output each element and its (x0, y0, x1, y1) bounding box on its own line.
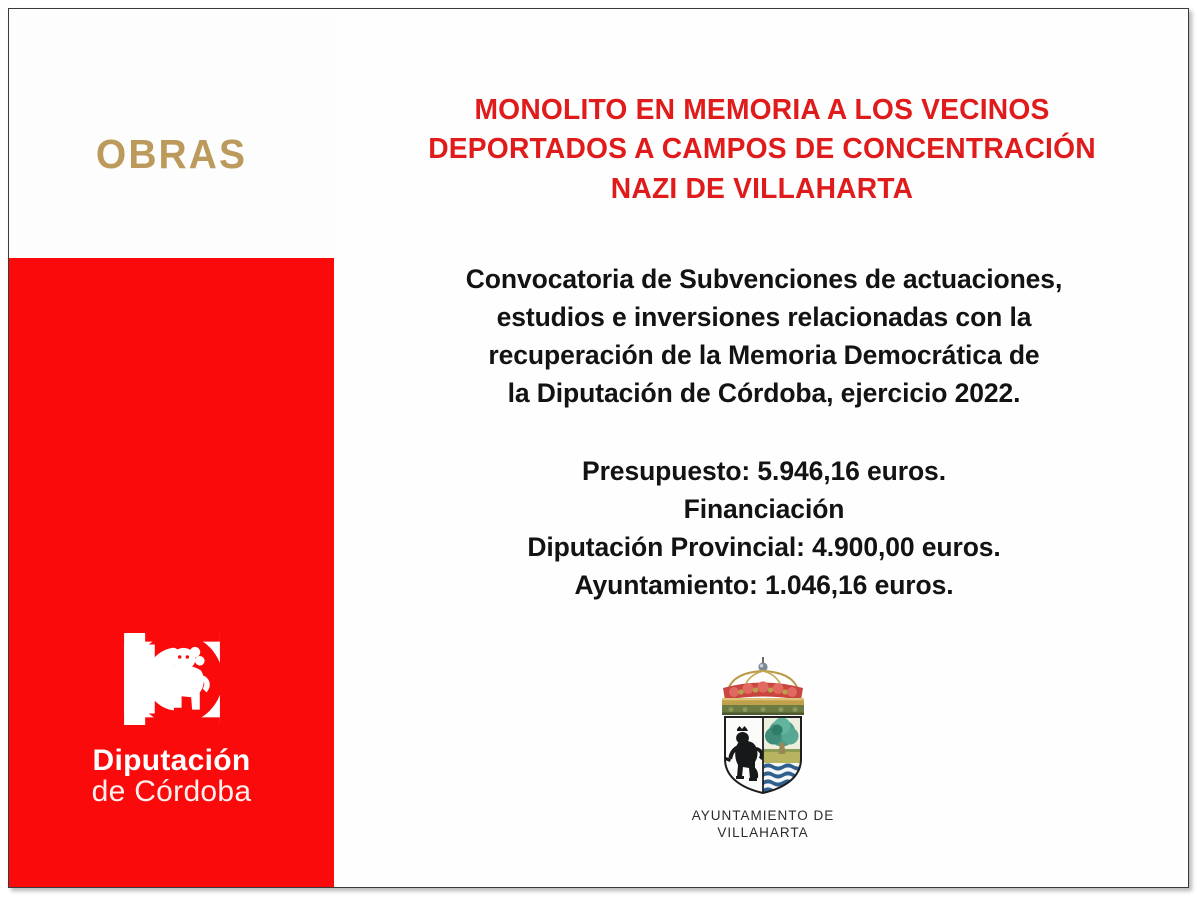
description-line-1: Convocatoria de Subvenciones de actuaciones, (465, 264, 1063, 294)
category-heading: OBRAS (95, 131, 248, 177)
villaharta-logo (652, 655, 874, 841)
title-line-3: NAZI DE VILLAHARTA (610, 172, 914, 205)
diputacion-logo (9, 633, 334, 809)
villaharta-caption-line-2: VILLAHARTA (717, 825, 809, 840)
budget-financing-heading: Financiación (683, 494, 845, 525)
description-line-3: recuperación de la Memoria Democrática de (488, 340, 1040, 371)
budget-block (358, 452, 1170, 605)
budget-total: Presupuesto: 5.946,16 euros. (582, 456, 946, 486)
description-line-4: la Diputación de Córdoba, ejercicio 2022. (507, 378, 1021, 409)
description-block (358, 260, 1170, 413)
slide-frame (8, 8, 1189, 888)
diputacion-name-line-1: Diputación (92, 744, 251, 777)
title-line-1: MONOLITO EN MEMORIA A LOS VECINOS (474, 94, 1050, 126)
red-brand-panel (9, 258, 334, 888)
content-column (334, 9, 1189, 887)
diputacion-name-line-2: de Córdoba (91, 775, 252, 809)
budget-diputacion: Diputación Provincial: 4.900,00 euros. (527, 532, 1001, 563)
diputacion-cordoba-lion-mark-icon (124, 633, 220, 725)
villaharta-caption (652, 807, 874, 841)
villaharta-coat-of-arms-icon (693, 655, 833, 805)
left-column (9, 9, 334, 887)
villaharta-caption-line-1: AYUNTAMIENTO DE (691, 808, 835, 823)
page-title (354, 91, 1170, 209)
title-line-2: DEPORTADOS A CAMPOS DE CONCENTRACIÓN (428, 133, 1096, 166)
budget-ayuntamiento: Ayuntamiento: 1.046,16 euros. (574, 570, 954, 601)
description-line-2: estudios e inversiones relacionadas con la (496, 302, 1032, 333)
